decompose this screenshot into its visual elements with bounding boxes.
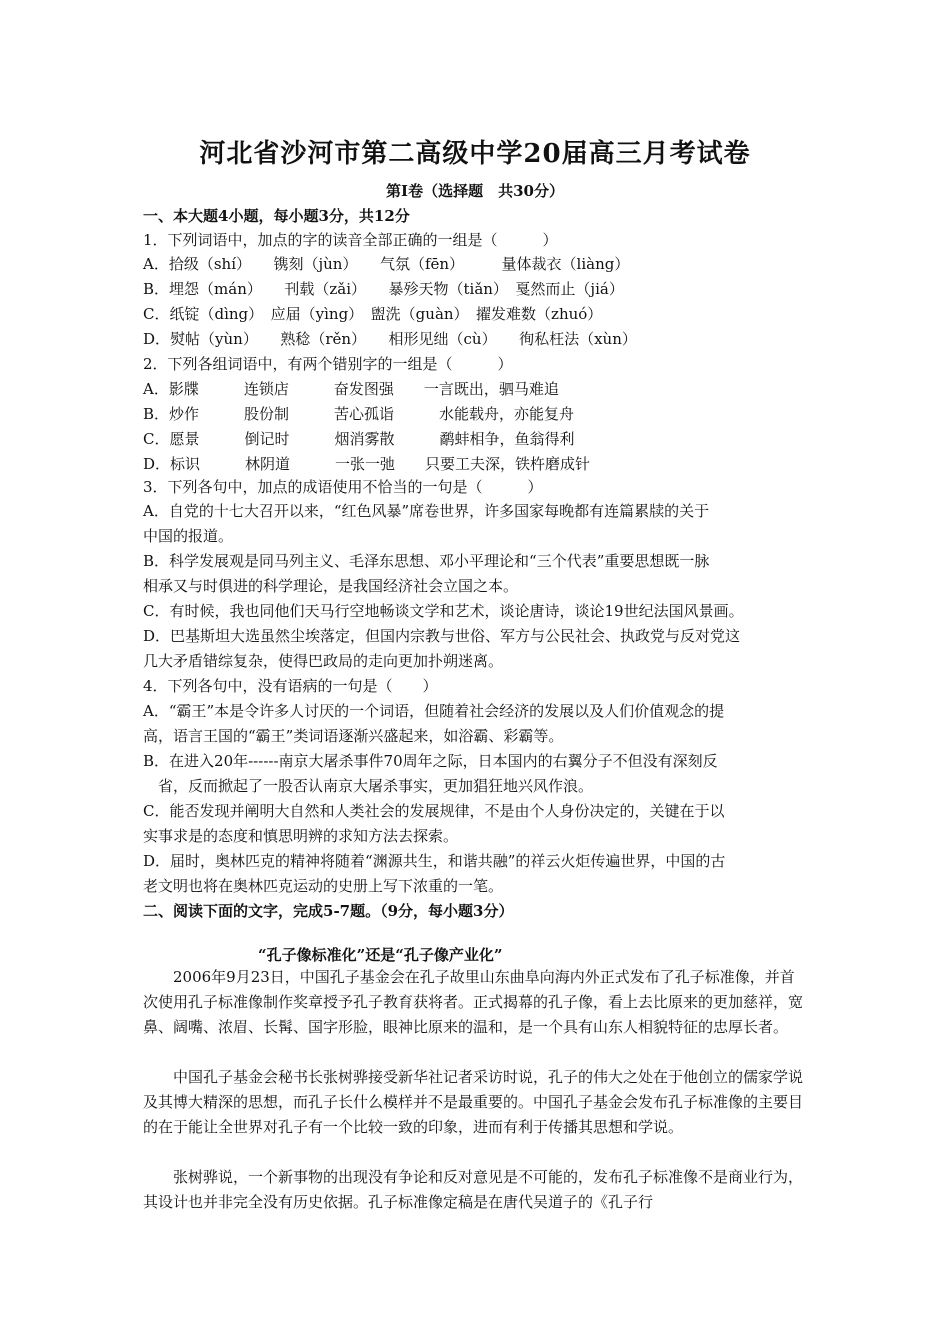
article-paragraph-3: 张树骅说，一个新事物的出现没有争论和反对意见是不可能的，发布孔子标准像不是商业行为，其设计也并非完全没有历史依据。孔子标准像定稿是在唐代吴道子的《孔子行 — [143, 1168, 804, 1211]
q4-option-a-line2: 高，语言王国的“霸王”类词语逐渐兴盛起来，如浴霸、彩霸等。 — [143, 727, 564, 745]
q4-option-d-line1: D．届时，奥林匹克的精神将随着“渊源共生，和谐共融”的祥云火炬传遍世界，中国的古 — [143, 852, 726, 870]
part-two-heading: 二、阅读下面的文字，完成5-7题。（9分，每小题3分） — [143, 902, 514, 920]
q1-option-b: B．埋怨（mán） 刊载（zǎi） 暴殄天物（tiǎn） 戛然而止（jiá） — [143, 280, 624, 298]
article-paragraph-1: 2006年9月23日，中国孔子基金会在孔子故里山东曲阜向海内外正式发布了孔子标准像，并首次使用孔子标准像制作奖章授予孔子教育获将者。正式揭幕的孔子像，看上去比原来的更加慈祥，宽鼻、阔嘴、浓眉、长髯、国字形脸，眼神比原来的温和，是一个具有山东人相貌特征的忠厚长者。 — [143, 968, 804, 1036]
q4-option-c-line1: C．能否发现并阐明大自然和人类社会的发展规律，不是由个人身份决定的，关键在于以 — [143, 802, 725, 820]
q3-option-a-line2: 中国的报道。 — [143, 527, 234, 545]
q2-option-c: C．愿景 倒记时 烟消雾散 鹬蚌相争，鱼翁得利 — [143, 430, 575, 448]
q4-option-c-line2: 实事求是的态度和慎思明辨的求知方法去探索。 — [143, 827, 459, 845]
section-subtitle: 第Ⅰ卷（选择题 共30分） — [386, 182, 564, 200]
q3-option-b-line2: 相承又与时俱进的科学理论，是我国经济社会立国之本。 — [143, 577, 519, 595]
q1-option-c: C．纸锭（dìng） 应届（yìng） 盥洗（guàn） 擢发难数（zhuó） — [143, 305, 603, 323]
q3-option-d-line1: D．巴基斯坦大选虽然尘埃落定，但国内宗教与世俗、军方与公民社会、执政党与反对党这 — [143, 627, 741, 645]
q3-option-a-line1: A．自党的十七大召开以来，“红色风暴”席卷世界，许多国家每晚都有连篇累牍的关于 — [143, 502, 710, 520]
q3-option-d-line2: 几大矛盾错综复杂，使得巴政局的走向更加扑朔迷离。 — [143, 652, 504, 670]
q4-option-b-line2: 省，反而掀起了一股否认南京大屠杀事实，更加猖狂地兴风作浪。 — [143, 777, 594, 795]
q4-option-d-line2: 老文明也将在奥林匹克运动的史册上写下浓重的一笔。 — [143, 877, 504, 895]
q2-stem: 2．下列各组词语中，有两个错别字的一组是（ ） — [143, 355, 513, 373]
article-paragraph-2: 中国孔子基金会秘书长张树骅接受新华社记者采访时说，孔子的伟大之处在于他创立的儒家学说及其博大精深的思想，而孔子长什么模样并不是最重要的。中国孔子基金会发布孔子标准像的主要目的在于能让全世界对孔子有一个比较一致的印象，进而有利于传播其思想和学说。 — [143, 1068, 804, 1136]
q4-stem: 4．下列各句中，没有语病的一句是（ ） — [143, 677, 438, 695]
q1-stem: 1．下列词语中，加点的字的读音全部正确的一组是（ ） — [143, 231, 558, 249]
q3-stem: 3．下列各句中，加点的成语使用不恰当的一句是（ ） — [143, 478, 543, 496]
q4-option-b-line1: B．在进入20年------南京大屠杀事件70周年之际，日本国内的右翼分子不但没有深刻反 — [143, 752, 718, 770]
q2-option-b: B．炒作 股份制 苦心孤诣 水能载舟，亦能复舟 — [143, 405, 575, 423]
q2-option-d: D．标识 林阴道 一张一弛 只要工夫深，铁杵磨成针 — [143, 455, 591, 473]
q1-option-d: D．熨帖（yùn） 熟稔（rěn） 相形见绌（cù） 徇私枉法（xùn） — [143, 330, 637, 348]
part-one-heading: 一、本大题4小题，每小题3分，共12分 — [143, 207, 410, 225]
q2-option-a: A．影牒 连锁店 奋发图强 一言既出，驷马难追 — [143, 380, 559, 398]
q3-option-c-line1: C．有时候，我也同他们天马行空地畅谈文学和艺术，谈论唐诗，谈论19世纪法国风景画。 — [143, 602, 744, 620]
q3-option-b-line1: B．科学发展观是同马列主义、毛泽东思想、邓小平理论和“三个代表”重要思想既一脉 — [143, 552, 710, 570]
article-title: “孔子像标准化”还是“孔子像产业化” — [258, 946, 503, 964]
q1-option-a: A．拾级（shí） 镌刻（jùn） 气氛（fēn） 量体裁衣（liàng） — [143, 255, 630, 273]
page-title: 河北省沙河市第二高级中学20届高三月考试卷 — [199, 139, 751, 169]
q4-option-a-line1: A．“霸王”本是令许多人讨厌的一个词语，但随着社会经济的发展以及人们价值观念的提 — [143, 702, 725, 720]
